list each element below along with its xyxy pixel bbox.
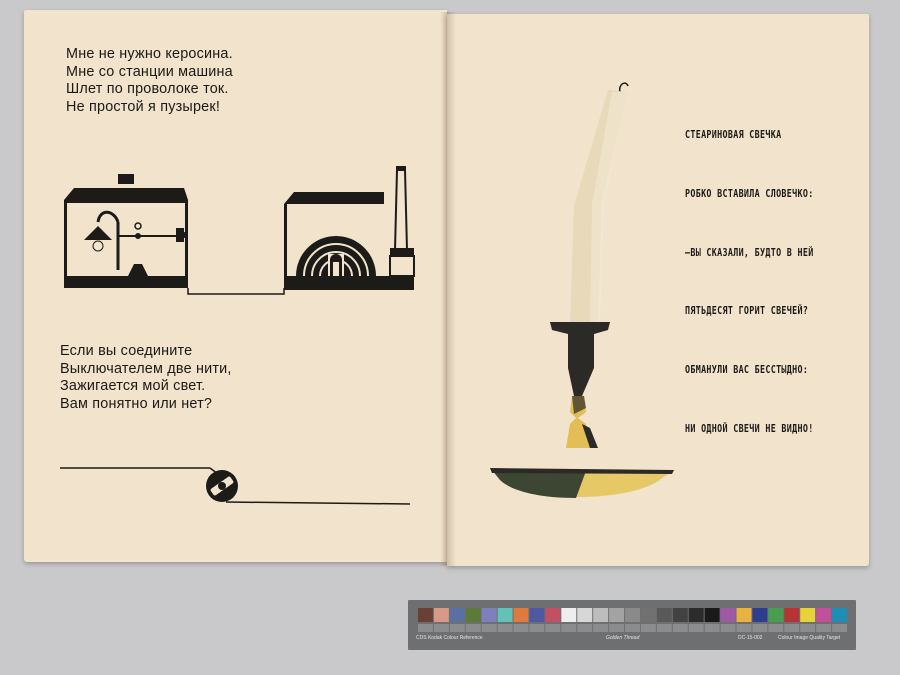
swatch-index-cell <box>514 624 529 632</box>
color-swatch <box>689 608 704 622</box>
color-swatch <box>561 608 576 622</box>
color-swatch <box>816 608 831 622</box>
power-station-icon <box>284 166 414 290</box>
lamp-icon <box>64 174 188 288</box>
color-target-label: DC-15-002 <box>738 635 763 641</box>
color-swatch <box>609 608 624 622</box>
poem-line: ПЯТЬДЕСЯТ ГОРИТ СВЕЧЕЙ? <box>685 306 809 318</box>
poem-top <box>66 46 233 116</box>
book-spine <box>440 12 456 566</box>
candle-icon <box>490 83 674 498</box>
color-target-label: CDS Kodak Colour Reference <box>416 635 483 641</box>
swatch-index-cell <box>482 624 497 632</box>
color-swatch <box>673 608 688 622</box>
color-swatches <box>418 608 848 634</box>
poem-line: Выключателем две нити, <box>60 360 232 377</box>
swatch-index-cell <box>737 624 752 632</box>
swatch-index-cell <box>529 624 544 632</box>
swatch-index-cell <box>466 624 481 632</box>
color-swatch <box>657 608 672 622</box>
color-swatch <box>752 608 767 622</box>
swatch-index-cell <box>832 624 847 632</box>
color-swatch <box>545 608 560 622</box>
color-target-label: Golden Thread <box>606 635 640 641</box>
color-swatch <box>498 608 513 622</box>
swatch-index-cell <box>434 624 449 632</box>
color-swatch <box>593 608 608 622</box>
poem-line: Если вы соедините <box>60 343 193 359</box>
swatch-index-cell <box>800 624 815 632</box>
color-swatch <box>529 608 544 622</box>
color-swatch <box>482 608 497 622</box>
poem-line: Мне не нужно керосина. <box>66 46 233 62</box>
swatch-index-cell <box>673 624 688 632</box>
color-swatch <box>641 608 656 622</box>
poem-line: СТЕАРИНОВАЯ СВЕЧКА <box>685 130 782 141</box>
swatch-index-cell <box>577 624 592 632</box>
swatch-index-cell <box>561 624 576 632</box>
swatch-index-cell <box>657 624 672 632</box>
swatch-index-cell <box>418 624 433 632</box>
color-swatch <box>705 608 720 622</box>
poem-line: НИ ОДНОЙ СВЕЧИ НЕ ВИДНО! <box>685 423 814 435</box>
swatch-index-cell <box>450 624 465 632</box>
color-target <box>408 600 856 650</box>
swatch-index-cell <box>545 624 560 632</box>
color-swatch <box>737 608 752 622</box>
swatch-index-cell <box>752 624 767 632</box>
poem-line: Вам понятно или нет? <box>60 395 213 412</box>
swatch-index-cell <box>705 624 720 632</box>
candle-illustration <box>486 78 676 508</box>
poem-right <box>685 130 814 483</box>
circuit-illustration <box>60 160 420 300</box>
color-swatch <box>418 608 433 622</box>
color-swatch <box>800 608 815 622</box>
swatch-index-cell <box>784 624 799 632</box>
swatch-index-cell <box>498 624 513 632</box>
color-target-label: Colour Image Quality Target <box>778 635 841 641</box>
poem-line: ОБМАНУЛИ ВАС БЕССТЫДНО: <box>685 365 809 377</box>
color-swatch <box>466 608 481 622</box>
switch-illustration <box>60 460 412 510</box>
swatch-index-cell <box>816 624 831 632</box>
color-swatch <box>514 608 529 622</box>
swatch-index-cell <box>609 624 624 632</box>
color-swatch <box>768 608 783 622</box>
color-swatch <box>832 608 847 622</box>
swatch-index-cell <box>625 624 640 632</box>
swatch-index-cell <box>768 624 783 632</box>
color-swatch <box>450 608 465 622</box>
color-swatch <box>625 608 640 622</box>
swatch-index-cell <box>641 624 656 632</box>
color-swatch <box>721 608 736 622</box>
poem-line: Не простой я пузырек! <box>66 98 221 115</box>
poem-line: Мне со станции машина <box>66 63 233 80</box>
swatch-index-cell <box>593 624 608 632</box>
poem-line: Зажигается мой свет. <box>60 378 206 394</box>
color-swatch <box>434 608 449 622</box>
poem-bottom <box>60 343 232 413</box>
swatch-index-cell <box>689 624 704 632</box>
poem-line: —ВЫ СКАЗАЛИ, БУДТО В НЕЙ <box>685 247 814 259</box>
poem-line: РОБКО ВСТАВИЛА СЛОВЕЧКО: <box>685 188 814 200</box>
switch-icon <box>206 470 238 502</box>
swatch-index-cell <box>721 624 736 632</box>
color-swatch <box>784 608 799 622</box>
color-swatch <box>577 608 592 622</box>
poem-line: Шлет по проволоке ток. <box>66 81 229 97</box>
